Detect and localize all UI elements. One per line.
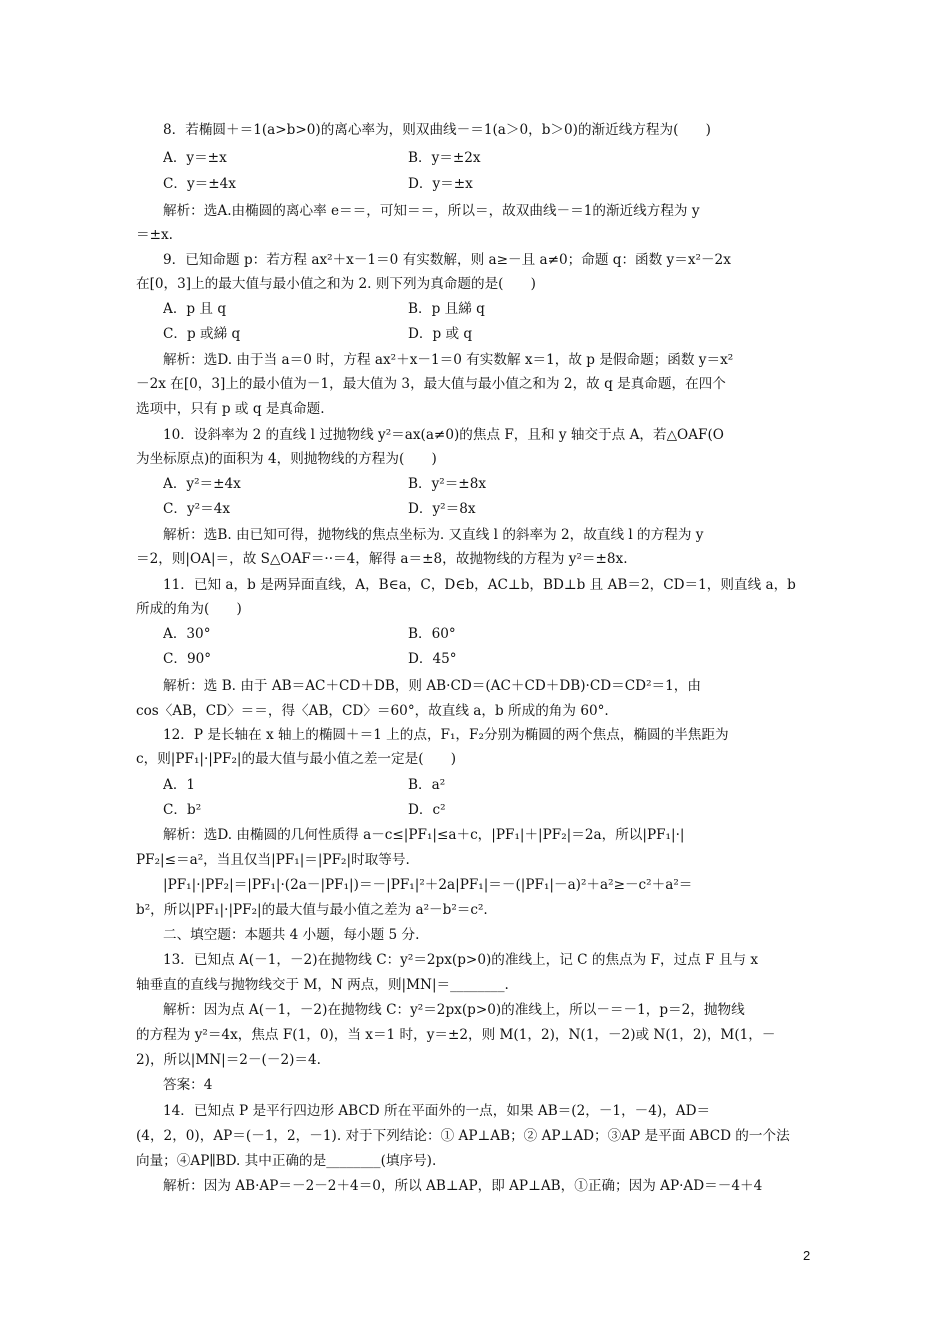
q11-option-d: D．45°	[408, 651, 457, 667]
q12-option-d: D．c²	[408, 802, 446, 818]
q12-solution-cont2: |PF₁|·|PF₂|＝|PF₁|·(2a－|PF₁|)＝－|PF₁|²＋2a|PF₁|＝－(|PF₁|－a)²＋a²≥－c²＋a²＝	[163, 877, 693, 893]
q8-option-c: C．y＝±4x	[163, 176, 236, 192]
q11-option-b: B．60°	[408, 626, 456, 642]
q10-option-d: D．y²＝8x	[408, 501, 476, 517]
q11-solution-cont: cos〈AB，CD〉＝＝，得〈AB，CD〉＝60°，故直线 a，b 所成的角为 60°.	[136, 703, 609, 719]
q8-solution-cont: ＝±x.	[136, 227, 173, 243]
q12-option-b: B．a²	[408, 777, 446, 793]
q9-solution-cont2: 选项中，只有 p 或 q 是真命题.	[136, 401, 325, 417]
q8-option-b: B．y＝±2x	[408, 150, 481, 166]
q11-option-c: C．90°	[163, 651, 212, 667]
page-number: 2	[803, 1248, 811, 1263]
q8-option-d: D．y＝±x	[408, 176, 473, 192]
q9-stem-cont: 在[0，3]上的最大值与最小值之和为 2. 则下列为真命题的是( )	[136, 276, 536, 292]
q12-solution-cont1: PF₂|≤＝a²，当且仅当|PF₁|＝|PF₂|时取等号.	[136, 852, 410, 868]
q11-stem-cont: 所成的角为( )	[136, 601, 242, 617]
section-heading-fill-in: 二、填空题：本题共 4 小题，每小题 5 分.	[163, 927, 420, 943]
q10-option-c: C．y²＝4x	[163, 501, 231, 517]
q13-answer: 答案：4	[163, 1077, 213, 1093]
q14-stem: 14．已知点 P 是平行四边形 ABCD 所在平面外的一点，如果 AB＝(2，－1，－4)，AD＝	[163, 1103, 711, 1119]
q10-option-a: A．y²＝±4x	[163, 476, 241, 492]
q13-solution-cont1: 的方程为 y²＝4x，焦点 F(1，0)，当 x＝1 时，y＝±2，则 M(1，2)，N(1，－2)或 N(1，2)，M(1，－	[136, 1027, 776, 1043]
q13-solution-cont2: 2)，所以|MN|＝2－(－2)＝4.	[136, 1052, 321, 1068]
q8-solution: 解析：选A.由椭圆的离心率 e＝＝，可知＝＝，所以＝，故双曲线－＝1的渐近线方程为 y	[163, 203, 700, 219]
q10-solution-cont: ＝2，则|OA|＝，故 S△OAF＝··＝4，解得 a＝±8，故抛物线的方程为 y²＝±8x.	[136, 551, 628, 567]
q14-solution: 解析：因为 AB·AP＝－2－2＋4＝0，所以 AB⊥AP，即 AP⊥AB，①正确；因为 AP·AD＝－4＋4	[163, 1178, 763, 1194]
q12-stem: 12．P 是长轴在 x 轴上的椭圆＋＝1 上的点，F₁，F₂分别为椭圆的两个焦点，椭圆的半焦距为	[163, 727, 729, 743]
q12-option-a: A．1	[163, 777, 196, 793]
q9-option-d: D．p 或 q	[408, 326, 473, 342]
q12-solution: 解析：选D. 由椭圆的几何性质得 a－c≤|PF₁|≤a＋c，|PF₁|＋|PF₂|＝2a，所以|PF₁|·|	[163, 827, 685, 843]
q11-solution: 解析：选 B. 由于 AB＝AC＋CD＋DB，则 AB·CD＝(AC＋CD＋DB)·CD＝CD²＝1，由	[163, 678, 701, 694]
q11-stem: 11．已知 a，b 是两异面直线，A，B∈a，C，D∈b，AC⊥b，BD⊥b 且 AB＝2，CD＝1，则直线 a，b	[163, 577, 796, 593]
q14-stem-cont2: 向量；④AP∥BD. 其中正确的是________(填序号).	[136, 1153, 437, 1169]
q10-stem-cont: 为坐标原点)的面积为 4，则抛物线的方程为( )	[136, 451, 437, 467]
q9-stem: 9．已知命题 p：若方程 ax²＋x－1＝0 有实数解，则 a≥－且 a≠0；命题 q：函数 y＝x²－2x	[163, 252, 731, 268]
q12-stem-cont: c，则|PF₁|·|PF₂|的最大值与最小值之差一定是( )	[136, 751, 457, 767]
q9-option-a: A．p 且 q	[163, 301, 227, 317]
q10-stem: 10．设斜率为 2 的直线 l 过抛物线 y²＝ax(a≠0)的焦点 F，且和 y 轴交于点 A，若△OAF(O	[163, 427, 724, 443]
q9-option-c: C．p 或綈 q	[163, 326, 241, 342]
q8-stem: 8．若椭圆＋＝1(a>b>0)的离心率为，则双曲线－＝1(a＞0，b＞0)的渐近线方程为( )	[163, 122, 711, 138]
q9-option-b: B．p 且綈 q	[408, 301, 485, 317]
q9-solution: 解析：选D. 由于当 a＝0 时，方程 ax²＋x－1＝0 有实数解 x＝1，故 p 是假命题；函数 y＝x²	[163, 352, 734, 368]
q13-solution: 解析：因为点 A(－1，－2)在抛物线 C：y²＝2px(p>0)的准线上，所以－＝－1，p＝2，抛物线	[163, 1002, 745, 1018]
q13-stem: 13．已知点 A(－1，－2)在抛物线 C：y²＝2px(p>0)的准线上，记 C 的焦点为 F，过点 F 且与 x	[163, 952, 759, 968]
q10-option-b: B．y²＝±8x	[408, 476, 487, 492]
q11-option-a: A．30°	[163, 626, 211, 642]
q14-stem-cont1: (4，2，0)，AP＝(－1，2，－1). 对于下列结论：① AP⊥AB；② AP⊥AD；③AP 是平面 ABCD 的一个法	[136, 1128, 790, 1144]
q10-solution: 解析：选B. 由已知可得，抛物线的焦点坐标为. 又直线 l 的斜率为 2，故直线 l 的方程为 y	[163, 527, 704, 543]
q8-option-a: A．y＝±x	[163, 150, 227, 166]
q13-stem-cont: 轴垂直的直线与抛物线交于 M，N 两点，则|MN|＝________.	[136, 977, 509, 993]
q12-solution-cont3: b²，所以|PF₁|·|PF₂|的最大值与最小值之差为 a²－b²＝c².	[136, 902, 488, 918]
q12-option-c: C．b²	[163, 802, 202, 818]
q9-solution-cont1: －2x 在[0，3]上的最小值为－1，最大值为 3，最大值与最小值之和为 2，故 q 是真命题，在四个	[136, 376, 726, 392]
